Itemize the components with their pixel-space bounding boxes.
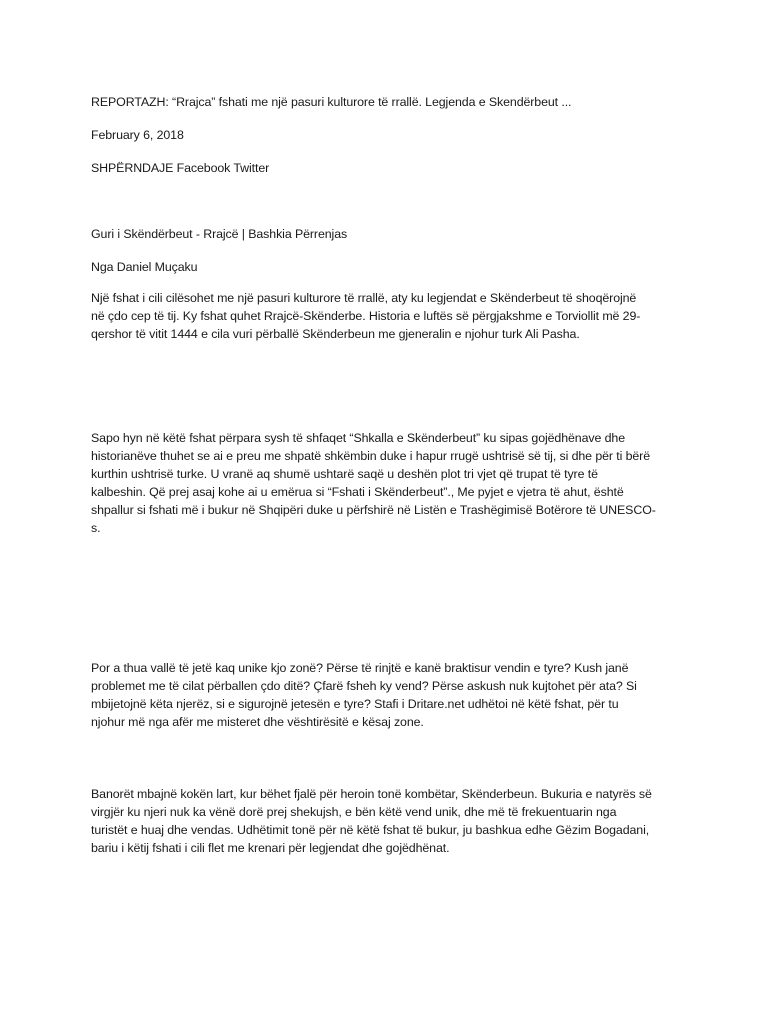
share-line: SHPËRNDAJE Facebook Twitter xyxy=(91,161,270,175)
paragraph-line: qershor të vitit 1444 e cila vuri përballë Skënderbeun me gjeneralin e njohur turk Ali Pasha. xyxy=(91,327,580,342)
article-subtitle: Guri i Skëndërbeut - Rrajcë | Bashkia Përrenjas xyxy=(91,227,348,241)
paragraph-line: turistët e huaj dhe vendas. Udhëtimit tonë për në këtë fshat të bukur, ju bashkua edhe Gëzim Bogadani, xyxy=(91,823,650,838)
paragraph-line: historianëve thuhet se ai e preu me shpatë shkëmbin duke i hapur rrugë ushtrisë së tij, si dhe për ti bërë xyxy=(91,449,651,464)
paragraph-4 xyxy=(91,785,686,857)
article-date: February 6, 2018 xyxy=(91,128,184,142)
paragraph-line: njohur më nga afër me misteret dhe vështirësitë e kësaj zone. xyxy=(91,715,424,730)
paragraph-line: s. xyxy=(91,521,101,536)
paragraph-line: Por a thua vallë të jetë kaq unike kjo zonë? Përse të rinjtë e kanë braktisur vendin e tyre? Kush janë xyxy=(91,661,629,675)
paragraph-line: problemet me të cilat përballen çdo ditë? Çfarë fsheh ky vend? Përse askush nuk kujtohet për ata? Si xyxy=(91,679,637,694)
article-author: Nga Daniel Muçaku xyxy=(91,260,198,274)
paragraph-line: Banorët mbajnë kokën lart, kur bëhet fjalë për heroin tonë kombëtar, Skënderbeun. Bukuria e natyrës së xyxy=(91,787,652,801)
paragraph-2 xyxy=(91,429,686,538)
paragraph-1 xyxy=(91,289,686,343)
paragraph-line: në çdo cep të tij. Ky fshat quhet Rrajcë-Skënderbe. Historia e luftës së përgjakshme e Torviollit më 29- xyxy=(91,309,641,324)
paragraph-line: bariu i këtij fshati i cili flet me krenari për legjendat dhe gojëdhënat. xyxy=(91,841,450,856)
paragraph-line: shpallur si fshati më i bukur në Shqipëri duke u përfshirë në Listën e Trashëgimisë Botërore të UNESCO- xyxy=(91,503,656,518)
paragraph-line: kalbeshin. Që prej asaj kohe ai u emërua si “Fshati i Skënderbeut”., Me pyjet e vjetra të ahut, është xyxy=(91,485,624,500)
paragraph-line: Sapo hyn në këtë fshat përpara sysh të shfaqet “Shkalla e Skënderbeut” ku sipas gojëdhënave dhe xyxy=(91,431,625,445)
paragraph-3 xyxy=(91,659,686,731)
paragraph-line: mbijetojnë këta njerëz, si e sigurojnë jetesën e tyre? Stafi i Dritare.net udhëtoi në këtë fshat, për tu xyxy=(91,697,619,712)
article-title: REPORTAZH: “Rrajca” fshati me një pasuri kulturore të rrallë. Legjenda e Skendërbeut ... xyxy=(91,95,572,109)
paragraph-line: virgjër ku njeri nuk ka vënë dorë prej shekujsh, e bën këtë vend unik, dhe më të frekuentuarin nga xyxy=(91,805,617,820)
paragraph-line: Një fshat i cili cilësohet me një pasuri kulturore të rrallë, aty ku legjendat e Skënderbeut të shoqërojnë xyxy=(91,291,637,305)
paragraph-line: kurthin ushtrisë turke. U vranë aq shumë ushtarë saqë u deshën plot tri vjet që trupat të tyre të xyxy=(91,467,598,482)
